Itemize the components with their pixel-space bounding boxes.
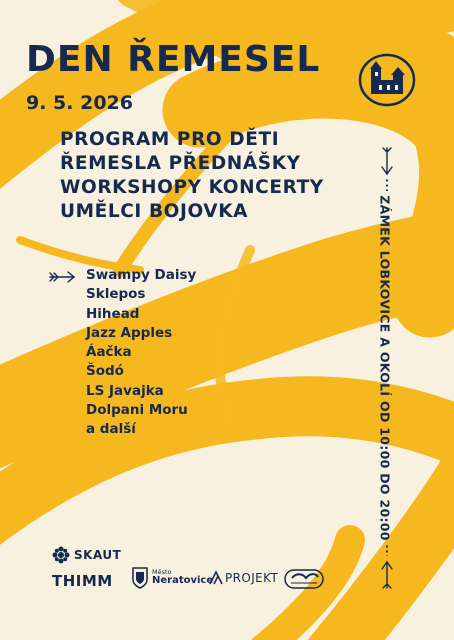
thimm-logo: THIMM (52, 572, 113, 590)
zelena-dohoda-logo (284, 569, 324, 589)
mesto-shield-icon (132, 567, 148, 589)
projekt-icon (208, 570, 224, 586)
dotted-guide-line (386, 544, 388, 556)
skaut-label: SKAUT (74, 548, 122, 562)
location-time-text: ZÁMEK LOBKOVICE A OKOLÍ OD 10:00 DO 20:00 (377, 194, 393, 541)
event-date: 9. 5. 2026 (26, 92, 133, 114)
arrow-right-icon (48, 270, 76, 284)
program-line: ŘEMESLA PŘEDNÁŠKY (60, 153, 301, 174)
artist-item: Swampy Daisy (86, 267, 197, 283)
projekt-label: PROJEKT (225, 571, 279, 585)
projekt-logo (208, 570, 278, 586)
arrow-up-icon (380, 560, 394, 590)
program-list (60, 128, 360, 224)
location-time-vertical (373, 180, 397, 555)
artist-item: Šodó (86, 363, 124, 380)
event-title: DEN ŘEMESEL (26, 39, 321, 80)
skaut-logo (52, 546, 121, 564)
mesto-big-label: Neratovice (152, 575, 214, 587)
mesto-neratovice-logo (132, 567, 213, 589)
artist-item: a další (86, 421, 136, 438)
artist-item: Áačka (86, 344, 132, 361)
dotted-guide-line (386, 178, 388, 191)
skaut-lily-icon (52, 546, 70, 564)
arrow-down-icon (380, 146, 394, 176)
program-line: WORKSHOPY KONCERTY (60, 177, 324, 198)
artist-item: LS Javajka (86, 382, 164, 399)
artist-item: Hihead (86, 305, 140, 322)
artist-item: Sklepos (86, 286, 146, 303)
castle-stamp-icon (357, 52, 417, 108)
artist-item: Dolpani Moru (86, 402, 188, 419)
program-line: PROGRAM PRO DĚTI (60, 129, 280, 150)
program-line: UMĚLCI BOJOVKA (60, 201, 249, 222)
mesto-small-label: Město (152, 568, 172, 577)
artist-item: Jazz Apples (86, 324, 173, 341)
artist-list (86, 266, 246, 440)
